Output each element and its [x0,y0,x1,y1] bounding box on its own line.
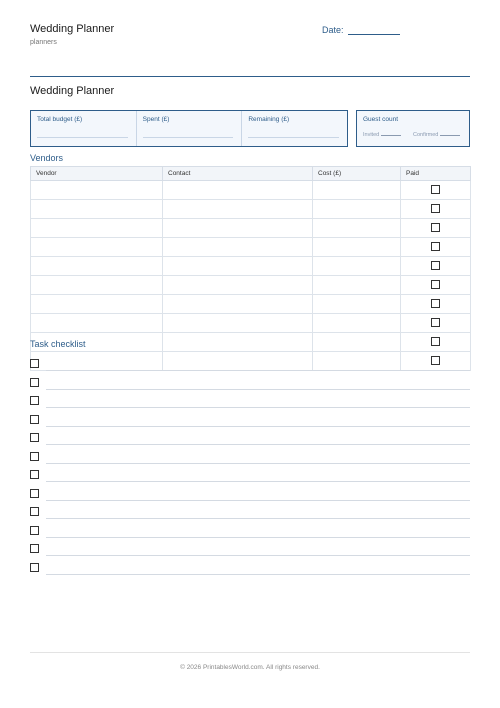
paid-checkbox[interactable] [431,299,440,308]
header-divider [30,76,470,77]
cost-cell[interactable] [313,181,401,200]
spent-field[interactable] [143,137,234,138]
paid-checkbox[interactable] [431,185,440,194]
footer-divider [30,652,470,653]
remaining-field[interactable] [248,137,339,138]
task-item [30,562,470,581]
contact-cell[interactable] [163,276,313,295]
table-row [31,314,471,333]
invited-label: Invited [363,132,380,138]
task-line[interactable] [46,500,470,501]
task-item [30,543,470,562]
task-item [30,488,470,507]
task-line[interactable] [46,574,470,575]
paid-checkbox[interactable] [431,204,440,213]
task-item [30,432,470,451]
paid-checkbox[interactable] [431,337,440,346]
vendor-cell[interactable] [31,257,163,276]
task-item [30,414,470,433]
task-line[interactable] [46,518,470,519]
cost-cell[interactable] [313,219,401,238]
task-checkbox[interactable] [30,396,39,405]
task-line[interactable] [46,555,470,556]
task-checkbox[interactable] [30,452,39,461]
task-line[interactable] [46,481,470,482]
task-item [30,506,470,525]
cost-cell[interactable] [313,314,401,333]
cost-cell[interactable] [313,276,401,295]
section-title: Wedding Planner [30,85,115,97]
table-row [31,333,471,352]
column-header-cost: Cost (£) [313,167,401,181]
task-item [30,525,470,544]
vendors-header-row [31,167,471,181]
total-budget-label: Total budget (£) [37,116,83,123]
table-row [31,295,471,314]
column-header-contact: Contact [163,167,313,181]
paid-cell [401,314,471,333]
task-item [30,451,470,470]
task-checkbox[interactable] [30,489,39,498]
guest-count-label: Guest count [363,116,399,123]
vendor-cell[interactable] [31,181,163,200]
task-line[interactable] [46,407,470,408]
task-checkbox[interactable] [30,433,39,442]
date-field[interactable] [348,34,400,35]
task-item [30,469,470,488]
document-subtitle: planners [30,39,57,46]
task-checkbox[interactable] [30,470,39,479]
table-row [31,200,471,219]
vendor-cell[interactable] [31,219,163,238]
cost-cell[interactable] [313,257,401,276]
task-line[interactable] [46,370,470,371]
table-row [31,257,471,276]
contact-cell[interactable] [163,200,313,219]
vendors-table-body [31,181,471,371]
task-checkbox[interactable] [30,507,39,516]
task-checkbox[interactable] [30,544,39,553]
vendor-cell[interactable] [31,276,163,295]
cost-cell[interactable] [313,295,401,314]
paid-cell [401,219,471,238]
confirmed-label: Confirmed [413,132,439,138]
paid-cell [401,295,471,314]
remaining-cell [242,111,347,146]
paid-cell [401,181,471,200]
document-title: Wedding Planner [30,23,115,35]
total-budget-cell [31,111,137,146]
contact-cell[interactable] [163,314,313,333]
invited-field[interactable] [363,132,401,138]
task-item [30,358,470,377]
task-checkbox[interactable] [30,526,39,535]
footer-copyright: © 2026 PrintablesWorld.com. All rights reserved. [180,664,320,671]
table-row [31,181,471,200]
task-checkbox[interactable] [30,415,39,424]
vendor-cell[interactable] [31,295,163,314]
cost-cell[interactable] [313,333,401,352]
paid-checkbox[interactable] [431,318,440,327]
remaining-label: Remaining (£) [248,116,290,123]
contact-cell[interactable] [163,333,313,352]
column-header-vendor: Vendor [31,167,163,181]
guest-count-box [356,110,470,147]
spent-label: Spent (£) [142,116,170,123]
vendors-table [30,166,471,371]
task-line[interactable] [46,463,470,464]
spent-cell [137,111,243,146]
task-item [30,395,470,414]
column-header-paid: Paid [401,167,471,181]
paid-checkbox[interactable] [431,261,440,270]
paid-cell [401,333,471,352]
vendor-cell[interactable] [31,200,163,219]
task-checkbox[interactable] [30,563,39,572]
total-budget-field[interactable] [37,137,128,138]
paid-cell [401,200,471,219]
confirmed-field[interactable] [413,132,460,138]
contact-cell[interactable] [163,295,313,314]
paid-checkbox[interactable] [431,223,440,232]
cost-cell[interactable] [313,200,401,219]
table-row [31,276,471,295]
task-checkbox[interactable] [30,378,39,387]
task-checklist-title: Task checklist [30,339,86,349]
table-row [31,219,471,238]
contact-cell[interactable] [163,238,313,257]
task-line[interactable] [46,444,470,445]
contact-cell[interactable] [163,257,313,276]
contact-cell[interactable] [163,219,313,238]
paid-cell [401,257,471,276]
task-item [30,377,470,396]
date-label: Date: [322,25,344,35]
paid-cell [401,238,471,257]
table-row [31,238,471,257]
paid-checkbox[interactable] [431,242,440,251]
task-line[interactable] [46,426,470,427]
cost-cell[interactable] [313,238,401,257]
contact-cell[interactable] [163,181,313,200]
task-checkbox[interactable] [30,359,39,368]
vendors-title: Vendors [30,153,64,163]
budget-box [30,110,348,147]
task-line[interactable] [46,537,470,538]
task-line[interactable] [46,389,470,390]
paid-cell [401,276,471,295]
task-list [30,358,470,580]
paid-checkbox[interactable] [431,280,440,289]
vendor-cell[interactable] [31,238,163,257]
vendor-cell[interactable] [31,314,163,333]
